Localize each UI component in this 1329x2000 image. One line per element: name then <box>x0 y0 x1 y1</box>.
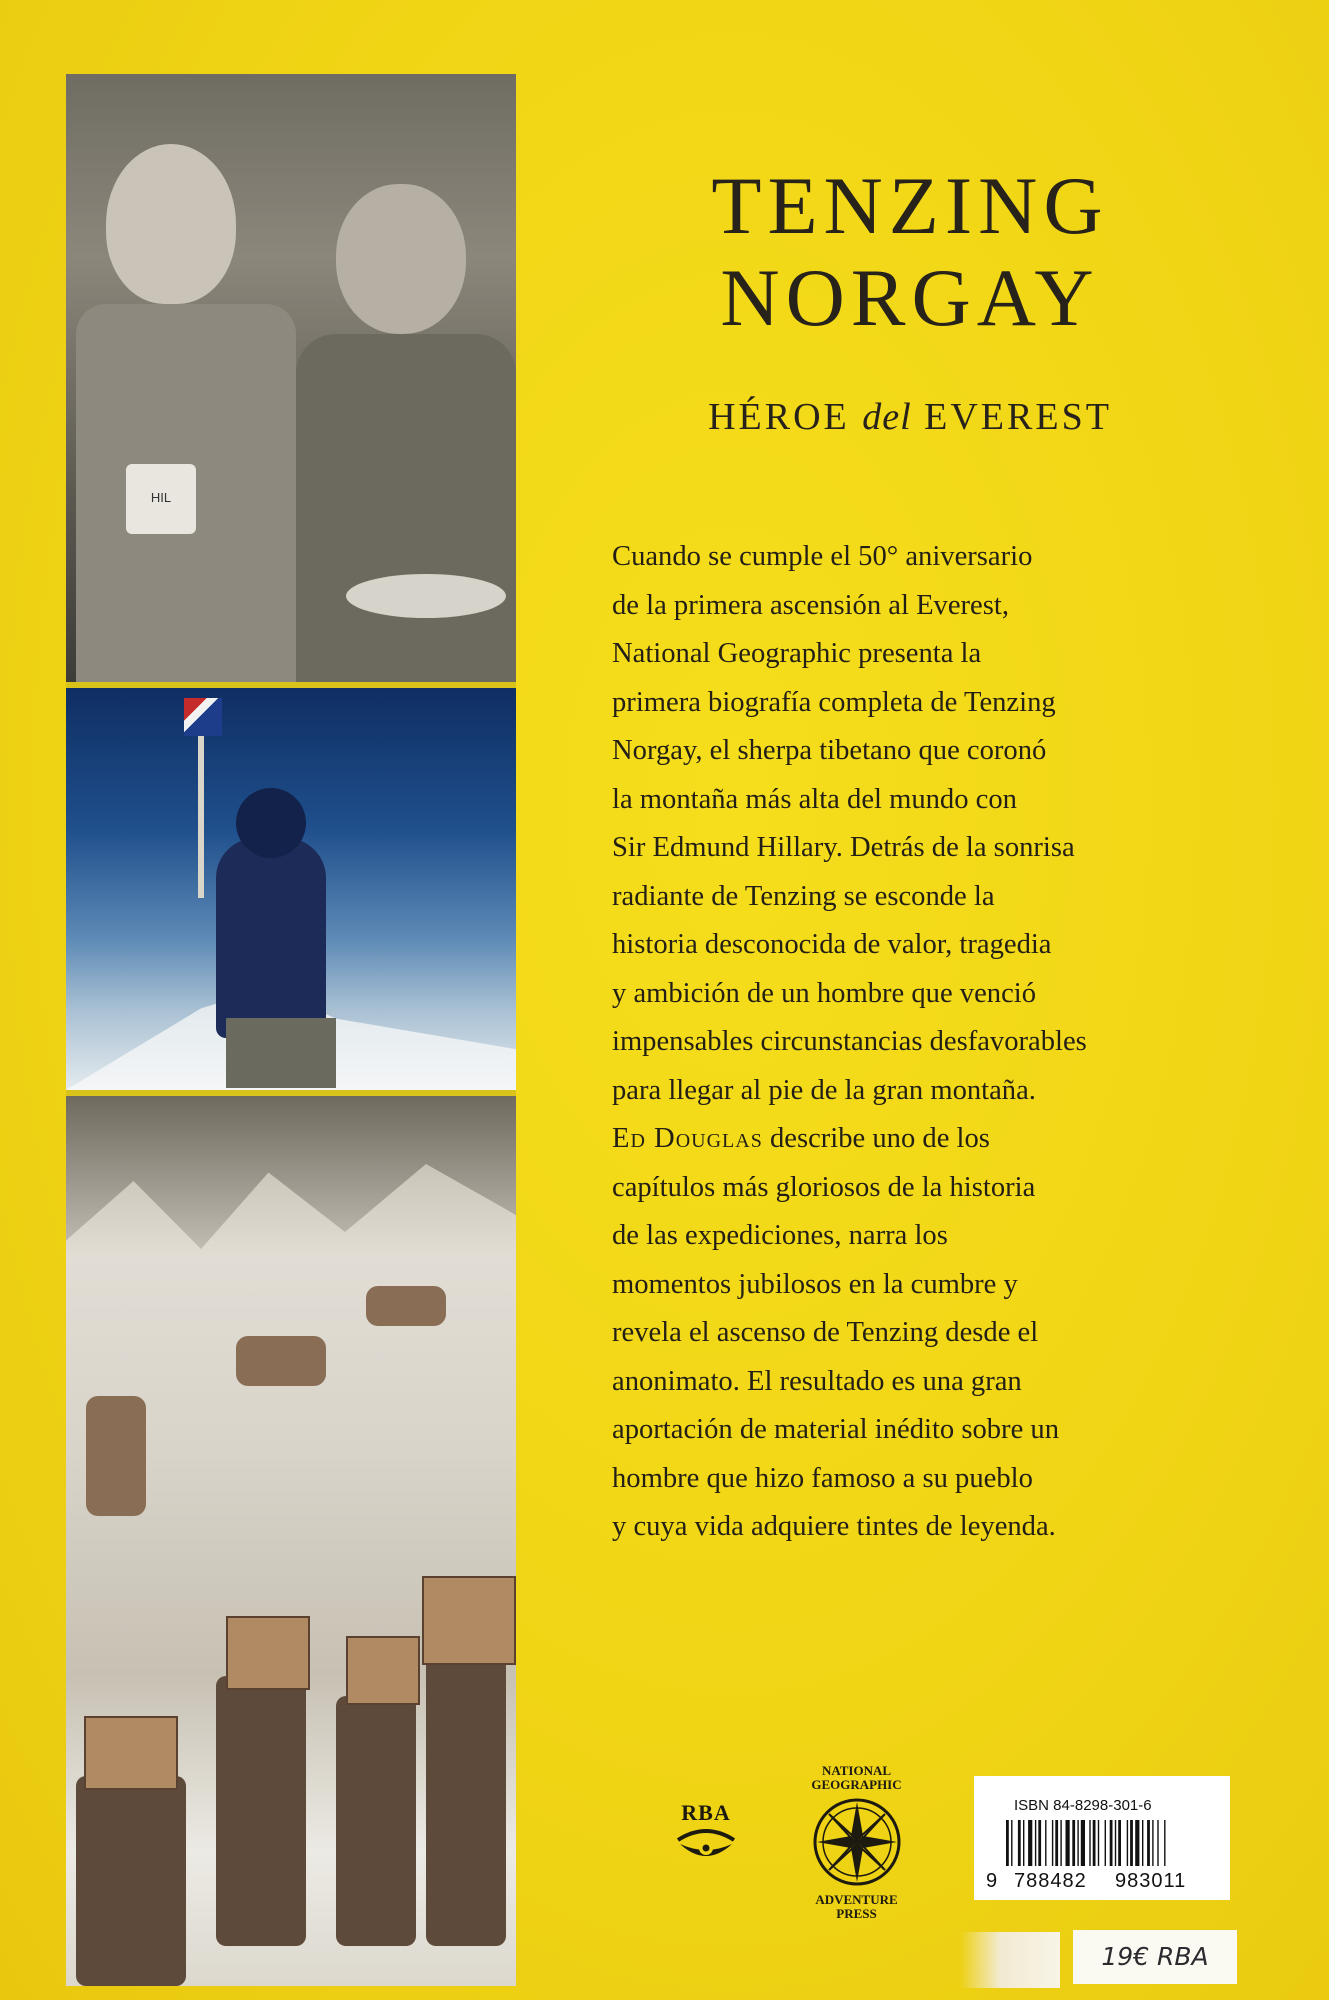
rba-eye-icon <box>674 1826 738 1866</box>
blurb-line: de la primera ascensión al Everest, <box>612 589 1009 621</box>
blurb-line: la montaña más alta del mundo con <box>612 783 1017 815</box>
rock <box>366 1286 446 1326</box>
barcode-bar <box>1028 1820 1032 1866</box>
blurb-line: momentos jubilosos en la cumbre y <box>612 1268 1018 1300</box>
barcode-bar <box>1060 1820 1061 1866</box>
blurb-line: radiante de Tenzing se esconde la <box>612 880 995 912</box>
national-geographic-logo <box>794 1764 919 1921</box>
barcode-bar <box>1077 1820 1078 1866</box>
porter-load <box>84 1716 178 1790</box>
title-line-1: TENZING <box>711 160 1109 251</box>
photo-porters-icefall <box>66 1096 516 1986</box>
ng-logo-line-3: ADVENTURE <box>815 1892 898 1907</box>
right-figure-shirt <box>296 334 516 682</box>
blurb-line: anonimato. El resultado es una gran <box>612 1365 1022 1397</box>
barcode-bar <box>1135 1820 1139 1866</box>
barcode-bar <box>1147 1820 1150 1866</box>
ice-axe <box>198 718 204 898</box>
barcode-bar <box>1066 1820 1070 1866</box>
blurb-line: historia desconocida de valor, tragedia <box>612 929 1052 960</box>
blurb-line-rest: describe uno de los <box>762 1123 990 1154</box>
blurb-line: impensables circunstancias desfavorables <box>612 1026 1087 1057</box>
barcode-bar <box>1115 1820 1116 1866</box>
climber-legs <box>226 1018 336 1088</box>
book-subtitle <box>590 395 1230 439</box>
mug <box>126 464 196 534</box>
barcode-bar <box>1081 1820 1085 1866</box>
barcode-bar <box>1130 1820 1133 1866</box>
flag-icon <box>184 698 222 736</box>
climber-body <box>216 838 326 1038</box>
porter-load <box>422 1576 516 1665</box>
barcode-bar <box>1018 1820 1021 1866</box>
photo-strip <box>66 74 516 1986</box>
torn-sticker <box>960 1932 1060 1988</box>
isbn-label: ISBN 84-8298-301-6 <box>1014 1797 1152 1814</box>
subtitle-part-1: HÉROE <box>708 396 850 438</box>
blurb-line: revela el ascenso de Tenzing desde el <box>612 1317 1039 1348</box>
compass-rose-icon <box>811 1796 903 1888</box>
barcode-bar <box>1142 1820 1143 1866</box>
ean-digit-first: 9 <box>986 1870 998 1892</box>
title-line-2: NORGAY <box>720 251 1100 343</box>
blurb-line: para llegar al pie de la gran montaña. <box>612 1074 1036 1106</box>
blurb-line: de las expediciones, narra los <box>612 1220 948 1251</box>
barcode-bar <box>1011 1820 1012 1866</box>
barcode-bar <box>1110 1820 1113 1866</box>
barcode-bar <box>1035 1820 1036 1866</box>
blurb-line: primera biografía completa de Tenzing <box>612 686 1056 718</box>
blurb-line: Sir Edmund Hillary. Detrás de la sonrisa <box>612 832 1075 863</box>
blurb-line: y cuya vida adquiere tintes de leyenda. <box>612 1511 1056 1542</box>
right-figure-face <box>336 184 466 334</box>
ean-digits-left: 788482 <box>1014 1870 1087 1892</box>
blurb-line: y ambición de un hombre que venció <box>612 977 1037 1009</box>
porter-load <box>346 1636 420 1705</box>
subtitle-part-2: del <box>862 396 912 438</box>
barcode-bar <box>1023 1820 1024 1866</box>
barcode-bar <box>1072 1820 1075 1866</box>
author-name: Ed Douglas <box>612 1123 763 1154</box>
blurb-line: National Geographic presenta la <box>612 638 982 669</box>
rock <box>86 1396 146 1516</box>
left-figure-face <box>106 144 236 304</box>
photo-summit-climber <box>66 688 516 1090</box>
blurb-line: Cuando se cumple el 50° aniversario <box>612 541 1033 572</box>
rock <box>236 1336 326 1386</box>
porter <box>426 1656 506 1946</box>
barcode-bar <box>1164 1820 1165 1866</box>
photo-hillary-tenzing <box>66 74 516 682</box>
ng-logo-line-4: PRESS <box>836 1906 877 1921</box>
rba-logo <box>670 1800 742 1870</box>
book-title <box>590 160 1230 344</box>
ng-logo-line-1: NATIONAL <box>821 1763 892 1778</box>
barcode-bar <box>1089 1820 1090 1866</box>
porter <box>216 1676 306 1946</box>
barcode-bar <box>1052 1820 1053 1866</box>
blurb-line: hombre que hizo famoso a su pueblo <box>612 1462 1033 1494</box>
plate <box>346 574 506 618</box>
barcode <box>1006 1820 1210 1866</box>
barcode-bar <box>1157 1820 1158 1866</box>
price-sticker: 19€ RBA <box>1073 1930 1237 1984</box>
barcode-bar <box>1006 1820 1009 1866</box>
porter-load <box>226 1616 310 1690</box>
porter <box>336 1696 416 1946</box>
barcode-bar <box>1055 1820 1058 1866</box>
rba-logo-text: RBA <box>681 1800 731 1825</box>
barcode-bar <box>1093 1820 1096 1866</box>
subtitle-part-3: EVEREST <box>924 396 1112 438</box>
barcode-bar <box>1105 1820 1106 1866</box>
climber-head <box>236 788 306 858</box>
barcode-bar <box>1152 1820 1153 1866</box>
blurb-line: capítulos más gloriosos de la historia <box>612 1171 1036 1203</box>
barcode-bar <box>1118 1820 1121 1866</box>
barcode-bar <box>1045 1820 1046 1866</box>
blurb-line <box>612 1115 1252 1164</box>
mug-text: HIL <box>150 490 172 505</box>
barcode-bar <box>1038 1820 1041 1866</box>
blurb-line: Norgay, el sherpa tibetano que coronó <box>612 735 1047 766</box>
barcode-bar <box>1098 1820 1099 1866</box>
ean-digits-right: 983011 <box>1115 1870 1187 1892</box>
ng-logo-line-2: GEOGRAPHIC <box>811 1777 902 1792</box>
blurb-line: aportación de material inédito sobre un <box>612 1414 1060 1445</box>
porter <box>76 1776 186 1986</box>
blurb-text <box>612 533 1252 1552</box>
barcode-bar <box>1127 1820 1128 1866</box>
mountain-ridge <box>66 1096 516 1266</box>
